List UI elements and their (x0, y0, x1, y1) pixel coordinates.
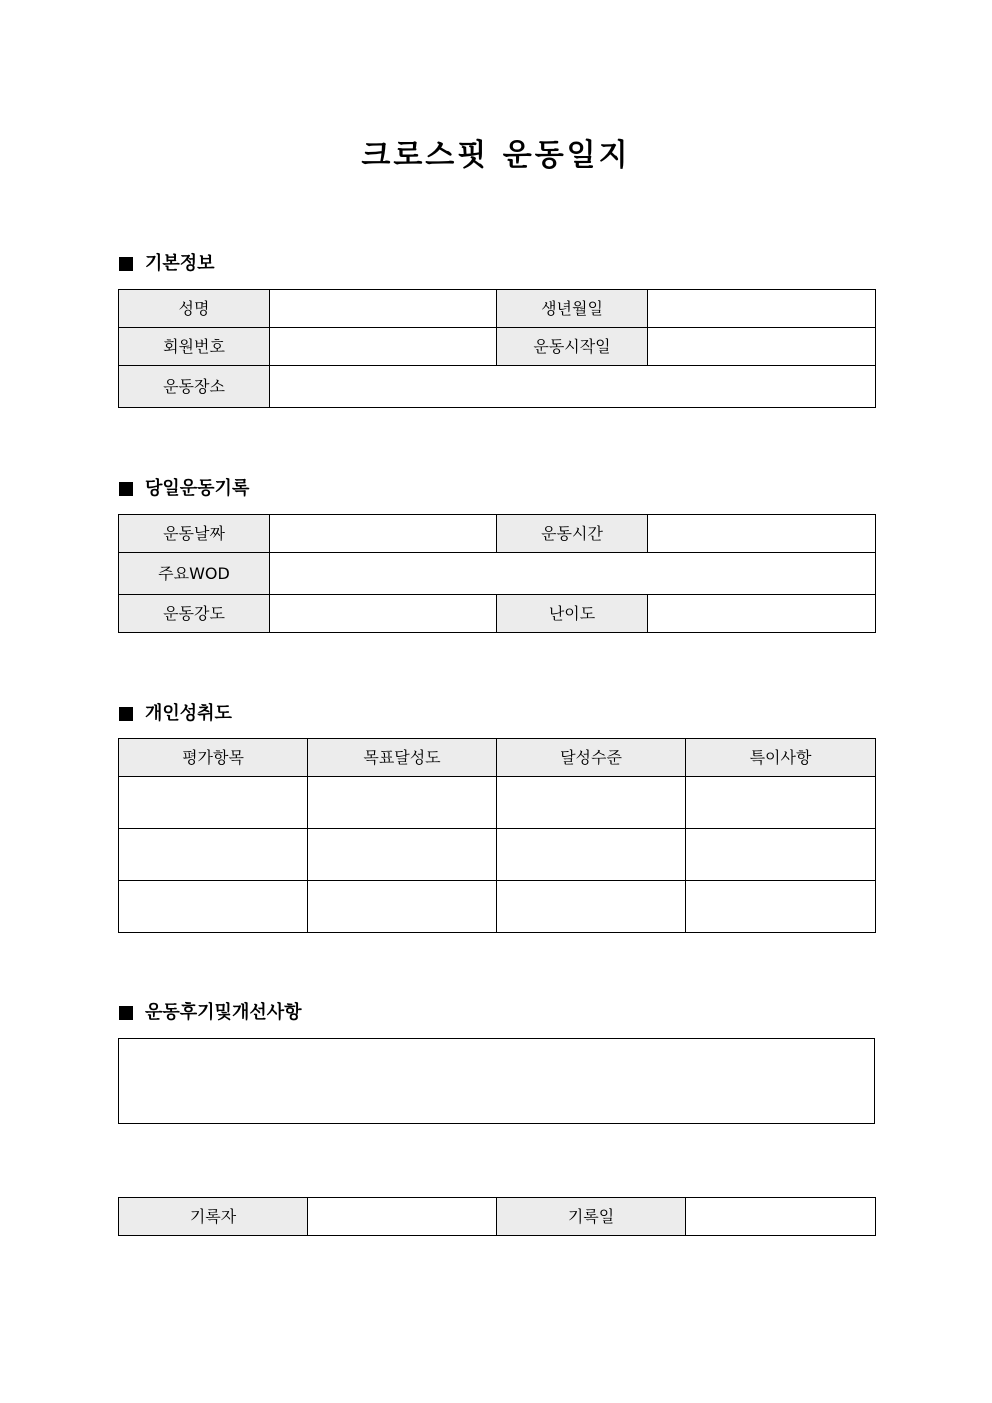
intensity-label: 운동강도 (119, 595, 270, 633)
square-bullet-icon (119, 1006, 133, 1020)
section-heading-daily (119, 477, 249, 501)
exercise-time-field[interactable] (648, 515, 876, 553)
goal-achievement-cell[interactable] (308, 881, 497, 933)
recorder-field[interactable] (308, 1198, 497, 1236)
exercise-date-label: 운동날짜 (119, 515, 270, 553)
column-header: 특이사항 (686, 739, 876, 777)
section-heading-review (119, 1001, 302, 1025)
square-bullet-icon (119, 257, 133, 271)
evaluation-item-cell[interactable] (119, 777, 308, 829)
evaluation-item-cell[interactable] (119, 881, 308, 933)
exercise-date-field[interactable] (270, 515, 497, 553)
birth-date-label: 생년월일 (497, 290, 648, 328)
start-date-field[interactable] (648, 328, 876, 366)
recorder-table (118, 1197, 876, 1236)
difficulty-field[interactable] (648, 595, 876, 633)
difficulty-label: 난이도 (497, 595, 648, 633)
table-row (119, 829, 876, 881)
square-bullet-icon (119, 707, 133, 721)
section-heading-label: 기본정보 (145, 253, 215, 274)
achievement-level-cell[interactable] (497, 777, 686, 829)
daily-record-table (118, 514, 876, 633)
section-heading-label: 개인성취도 (145, 703, 232, 724)
remarks-cell[interactable] (686, 881, 876, 933)
name-label: 성명 (119, 290, 270, 328)
wod-label: 주요WOD (119, 553, 270, 595)
review-notes-field[interactable] (118, 1038, 875, 1124)
goal-achievement-cell[interactable] (308, 829, 497, 881)
place-field[interactable] (270, 366, 876, 408)
goal-achievement-cell[interactable] (308, 777, 497, 829)
section-heading-basic (119, 252, 215, 276)
achievement-table (118, 738, 876, 933)
recorder-label: 기록자 (119, 1198, 308, 1236)
section-heading-label: 운동후기및개선사항 (145, 1002, 302, 1023)
remarks-cell[interactable] (686, 829, 876, 881)
member-number-field[interactable] (270, 328, 497, 366)
remarks-cell[interactable] (686, 777, 876, 829)
record-date-field[interactable] (686, 1198, 876, 1236)
name-field[interactable] (270, 290, 497, 328)
section-heading-achievement (119, 702, 232, 726)
record-date-label: 기록일 (497, 1198, 686, 1236)
achievement-level-cell[interactable] (497, 881, 686, 933)
birth-date-field[interactable] (648, 290, 876, 328)
member-number-label: 회원번호 (119, 328, 270, 366)
column-header: 목표달성도 (308, 739, 497, 777)
section-heading-label: 당일운동기록 (145, 478, 250, 499)
wod-field[interactable] (270, 553, 876, 595)
evaluation-item-cell[interactable] (119, 829, 308, 881)
basic-info-table (118, 289, 876, 408)
table-row (119, 881, 876, 933)
exercise-time-label: 운동시간 (497, 515, 648, 553)
column-header: 달성수준 (497, 739, 686, 777)
achievement-level-cell[interactable] (497, 829, 686, 881)
intensity-field[interactable] (270, 595, 497, 633)
place-label: 운동장소 (119, 366, 270, 408)
page-title: 크로스핏 운동일지 (361, 138, 631, 173)
start-date-label: 운동시작일 (497, 328, 648, 366)
table-row (119, 777, 876, 829)
square-bullet-icon (119, 482, 133, 496)
column-header: 평가항목 (119, 739, 308, 777)
